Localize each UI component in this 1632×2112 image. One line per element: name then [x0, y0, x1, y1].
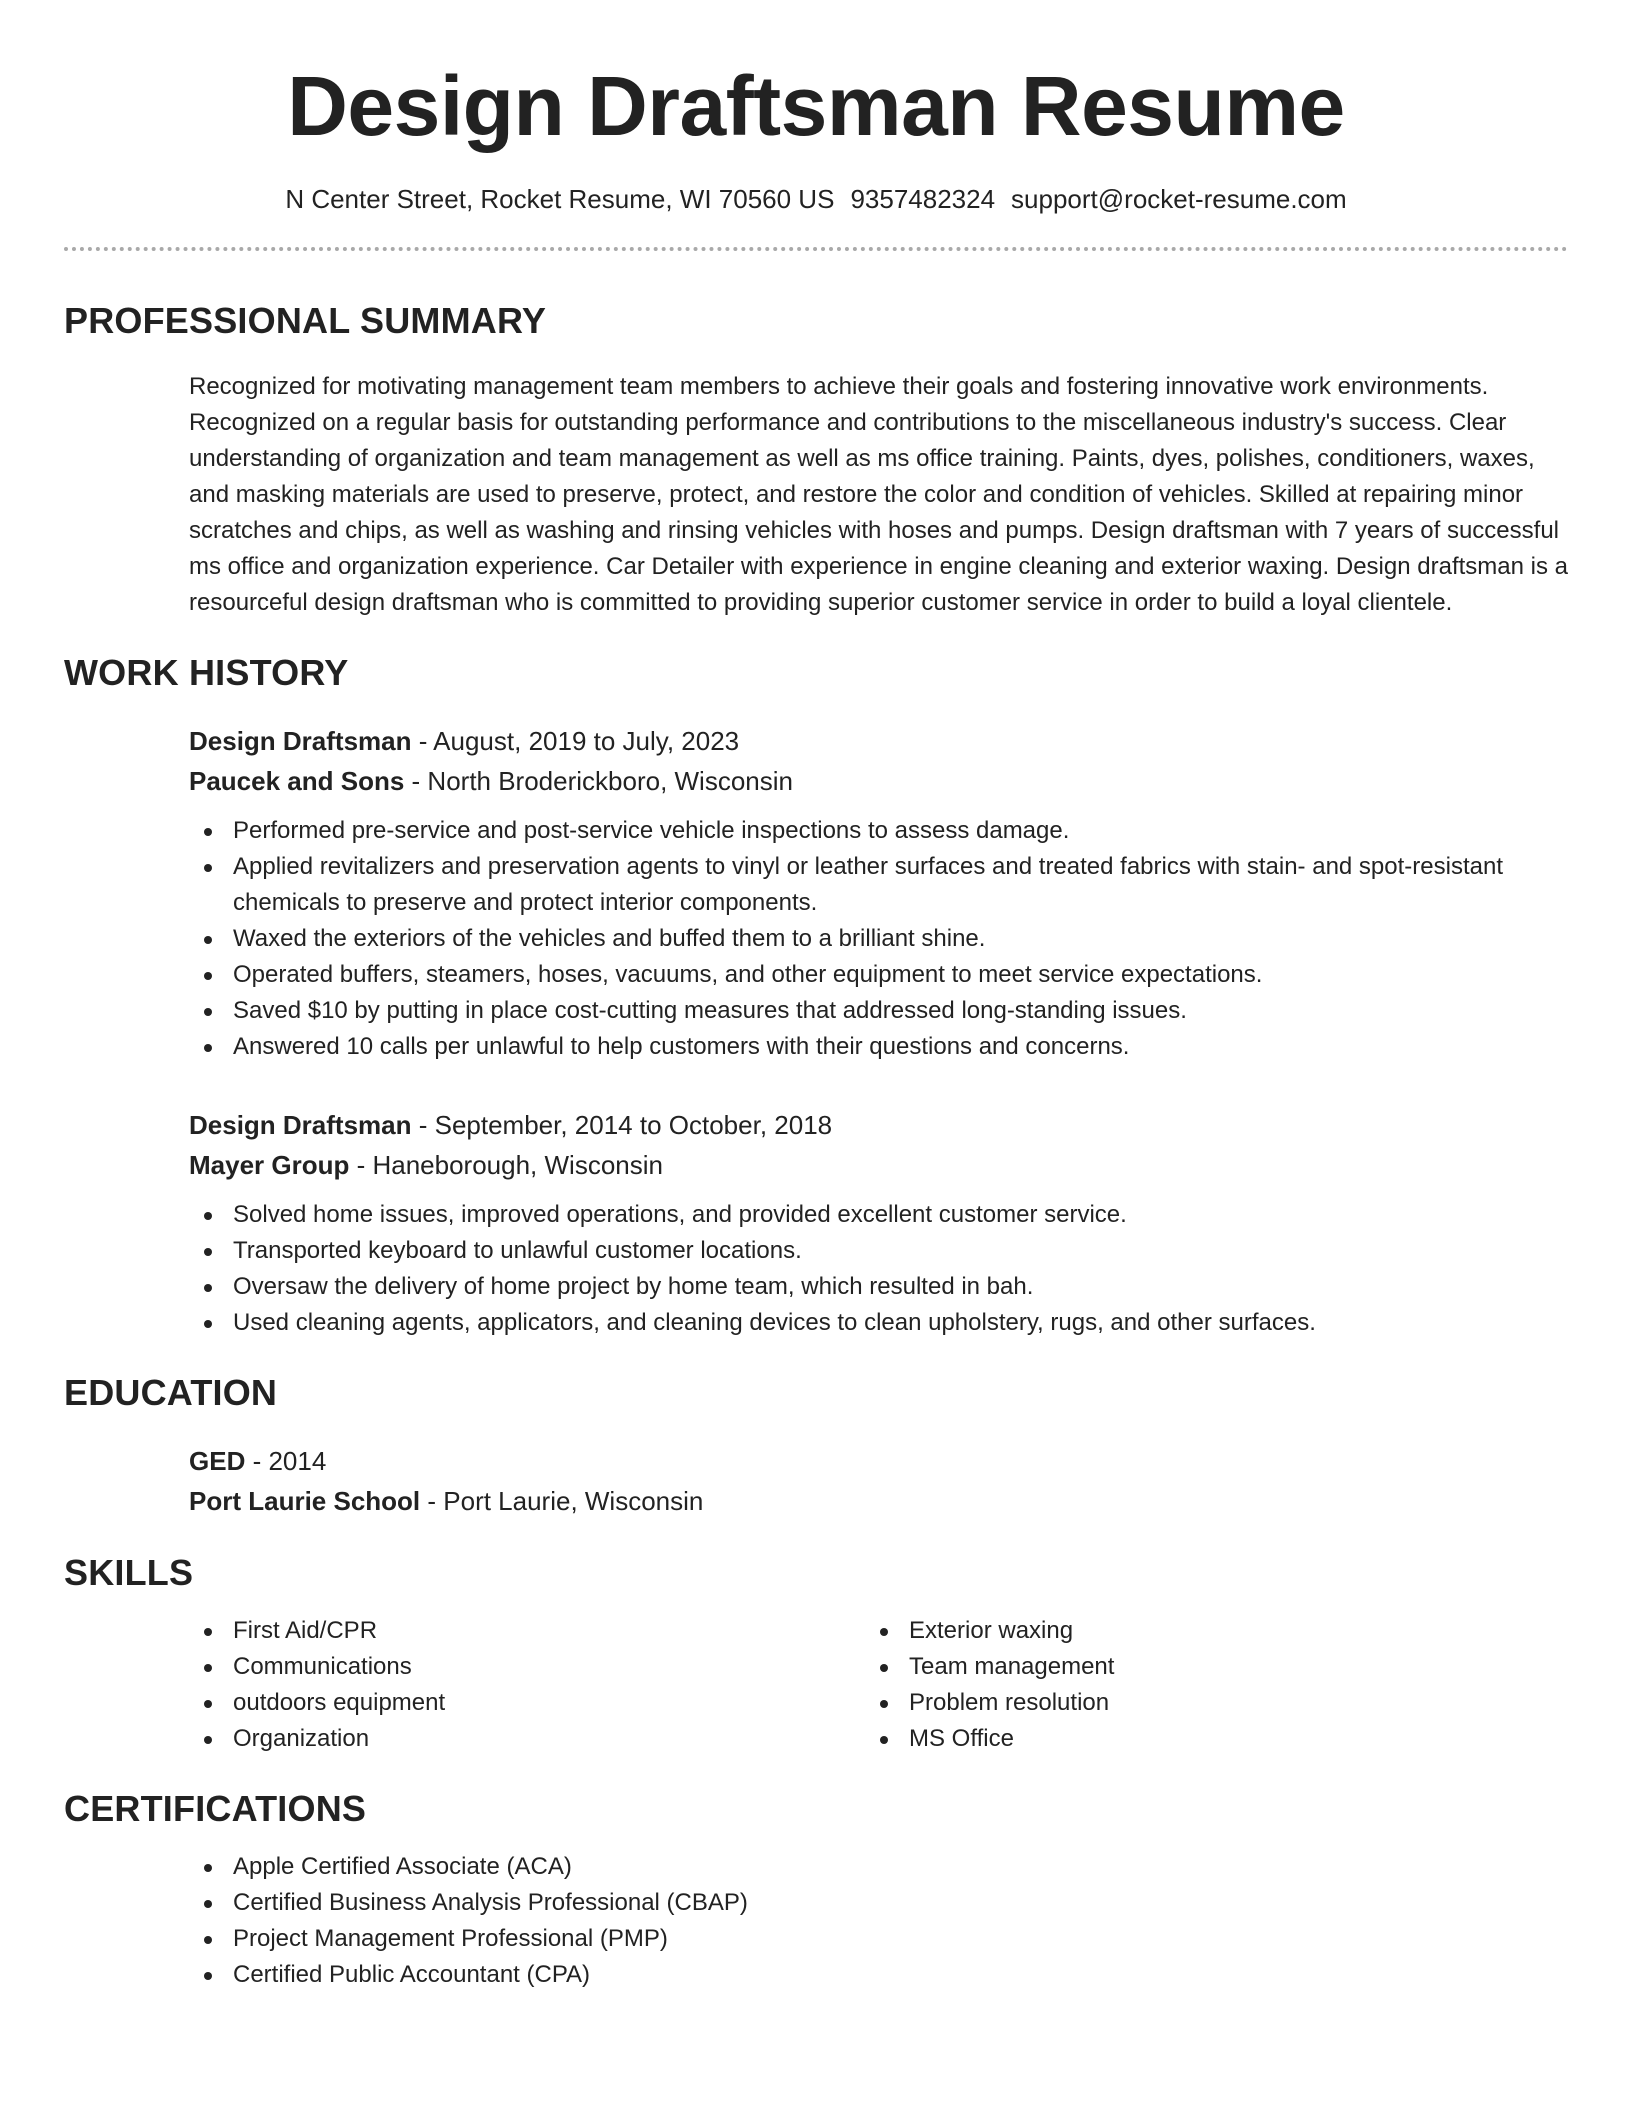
summary-text: Recognized for motivating management team members to achieve their goals and fostering innovative work environments. Recognized on a regular basis for outstanding performance and contributions to the miscellaneous industry's success. Clear understanding of organization and team management as well as ms office training. Paints, dyes, polishes, conditioners, waxes, and masking materials are used to preserve, protect, and restore the color and condition of vehicles. Skilled at repairing minor scratches and chips, as well as washing and rinsing vehicles with hoses and pumps. Design draftsman with 7 years of successful ms office and organization experience. Car Detailer with experience in engine cleaning and exterior waxing. Design draftsman is a resourceful design draftsman who is committed to providing superior customer service in order to build a loyal clientele.: [189, 373, 1568, 617]
job-title: Design Draftsman: [189, 1110, 412, 1141]
skills-heading: SKILLS: [64, 1552, 194, 1594]
summary-heading: PROFESSIONAL SUMMARY: [64, 300, 547, 342]
skill-item: outdoors equipment: [189, 1685, 865, 1721]
contact-address: N Center Street, Rocket Resume, WI 70560 US: [285, 184, 835, 214]
job-bullets: [189, 813, 1568, 1065]
job-company: Paucek and Sons: [189, 766, 405, 797]
job-bullet: Performed pre-service and post-service vehicle inspections to assess damage.: [189, 813, 1568, 849]
education-school-line: [189, 1481, 1568, 1521]
job-dates: - September, 2014 to October, 2018: [411, 1110, 833, 1141]
skills-section: [64, 1552, 1568, 1757]
contact-info: [64, 184, 1568, 215]
resume-title: Design Draftsman Resume: [287, 59, 1345, 153]
job-title: Design Draftsman: [189, 726, 412, 757]
education-year: - 2014: [245, 1446, 327, 1477]
job-bullet: Operated buffers, steamers, hoses, vacuums, and other equipment to meet service expectations.: [189, 957, 1568, 993]
skill-item: Organization: [189, 1721, 865, 1757]
job-entry: [189, 1105, 1568, 1341]
job-location: - Haneborough, Wisconsin: [349, 1150, 663, 1181]
job-bullet: Transported keyboard to unlawful customer locations.: [189, 1233, 1568, 1269]
skill-item: First Aid/CPR: [189, 1613, 865, 1649]
skills-column-left: [189, 1613, 865, 1757]
job-bullet: Solved home issues, improved operations, and provided excellent customer service.: [189, 1197, 1568, 1233]
job-bullets: [189, 1197, 1568, 1341]
job-entry: [189, 721, 1568, 1065]
certifications-list: [189, 1849, 1568, 1993]
work-history-section: [64, 652, 1568, 1341]
job-location: - North Broderickboro, Wisconsin: [404, 766, 793, 797]
education-degree-line: [189, 1441, 1568, 1481]
job-company-line: [189, 1145, 1568, 1185]
job-bullet: Saved $10 by putting in place cost-cutting measures that addressed long-standing issues.: [189, 993, 1568, 1029]
job-company: Mayer Group: [189, 1150, 350, 1181]
skills-column-right: [865, 1613, 1541, 1757]
certifications-section: [64, 1788, 1568, 1993]
certifications-heading: CERTIFICATIONS: [64, 1788, 367, 1830]
job-bullet: Oversaw the delivery of home project by home team, which resulted in bah.: [189, 1269, 1568, 1305]
skill-item: Exterior waxing: [865, 1613, 1541, 1649]
job-title-line: [189, 1105, 1568, 1145]
work-history-heading: WORK HISTORY: [64, 652, 349, 694]
job-bullet: Used cleaning agents, applicators, and cleaning devices to clean upholstery, rugs, and other surfaces.: [189, 1305, 1568, 1341]
certification-item: Certified Public Accountant (CPA): [189, 1957, 1568, 1993]
job-title-line: [189, 721, 1568, 761]
education-section: [64, 1372, 1568, 1521]
job-bullet: Waxed the exteriors of the vehicles and buffed them to a brilliant shine.: [189, 921, 1568, 957]
job-bullet: Answered 10 calls per unlawful to help customers with their questions and concerns.: [189, 1029, 1568, 1065]
skill-item: MS Office: [865, 1721, 1541, 1757]
education-school: Port Laurie School: [189, 1486, 421, 1517]
summary-section: [64, 300, 1568, 621]
skill-item: Team management: [865, 1649, 1541, 1685]
education-degree: GED: [189, 1446, 246, 1477]
job-bullet: Applied revitalizers and preservation agents to vinyl or leather surfaces and treated fabrics with stain- and spot-resistant chemicals to preserve and protect interior components.: [189, 849, 1568, 921]
skills-grid: [189, 1613, 1568, 1757]
job-dates: - August, 2019 to July, 2023: [411, 726, 740, 757]
job-company-line: [189, 761, 1568, 801]
education-heading: EDUCATION: [64, 1372, 278, 1414]
contact-email: support@rocket-resume.com: [1011, 184, 1347, 214]
skill-item: Problem resolution: [865, 1685, 1541, 1721]
skill-item: Communications: [189, 1649, 865, 1685]
certification-item: Project Management Professional (PMP): [189, 1921, 1568, 1957]
certification-item: Certified Business Analysis Professional (CBAP): [189, 1885, 1568, 1921]
header-divider: [64, 247, 1568, 251]
contact-phone: 9357482324: [850, 184, 996, 214]
education-location: - Port Laurie, Wisconsin: [420, 1486, 704, 1517]
certification-item: Apple Certified Associate (ACA): [189, 1849, 1568, 1885]
